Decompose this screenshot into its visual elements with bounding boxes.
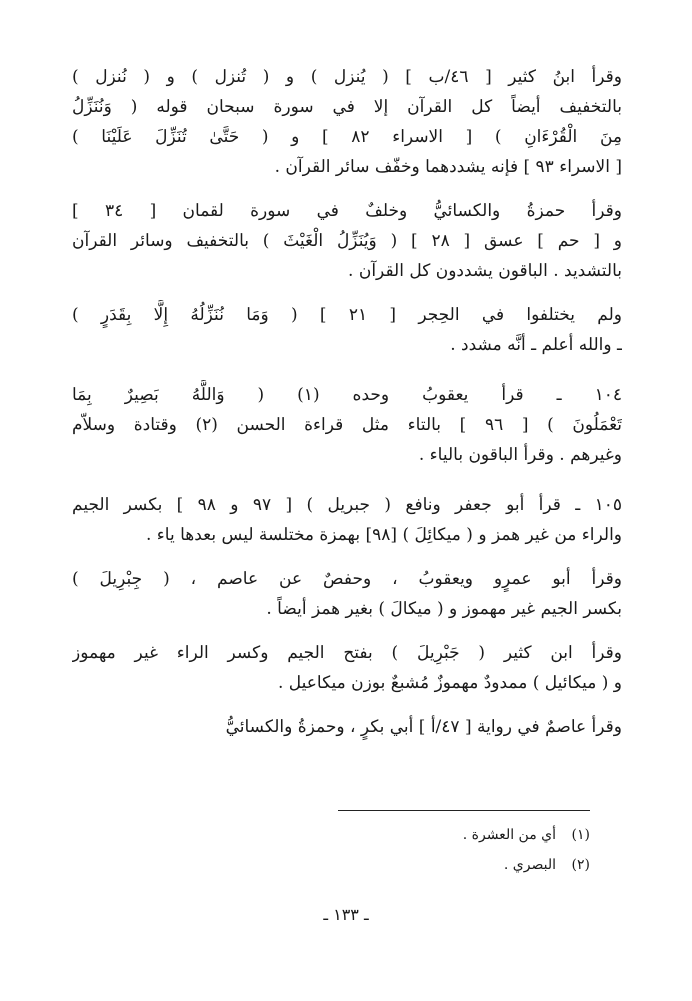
text-line: وقرأ حمزةُ والكسائيُّ وخلفٌ في سورة لقمان [ ٣٤ ] bbox=[72, 201, 622, 221]
text-line: ١٠٤ ـ قرأ يعقوبُ وحده (١) ( وَاللَّهُ بَصِيرٌ بِمَا bbox=[72, 385, 622, 405]
text-line: والراء من غير همز و ( ميكائِلَ ) [٩٨] بهمزة مختلسة ليس بعدها ياء . bbox=[146, 525, 622, 545]
text-line: و ( ميكائيل ) ممدودٌ مهموزٌ مُشبعٌ بوزن ميكاعيل . bbox=[277, 673, 622, 693]
paragraph bbox=[72, 638, 622, 698]
paragraph bbox=[72, 712, 622, 742]
footnote-text: البصري . bbox=[503, 857, 556, 873]
text-line: ١٠٥ ـ قرأ أبو جعفر ونافع ( جبريل ) [ ٩٧ و ٩٨ ] بكسر الجيم bbox=[72, 495, 622, 515]
paragraph bbox=[72, 300, 622, 360]
footnote bbox=[300, 820, 590, 850]
page-number: ـ ١٣٣ ـ bbox=[323, 905, 369, 924]
footnote-text: أي من العشرة . bbox=[462, 827, 556, 843]
text-line: تَعْمَلُونَ ) [ ٩٦ ] بالتاء مثل قراءة الحسن (٢) وقتادة وسلاّم bbox=[72, 415, 622, 435]
text-line: [ الاسراء ٩٣ ] فإنه يشددهما وخفّف سائر القرآن . bbox=[274, 157, 622, 177]
text-line: بكسر الجيم غير مهموز و ( ميكالَ ) بغير همز أيضاً . bbox=[266, 599, 622, 619]
text-line: ـ والله أعلم ـ أنَّه مشدد . bbox=[450, 335, 622, 355]
text-line: بالتخفيف أيضاً كل القرآن إلا في سورة سبحان قوله ( وَنُنَزِّلُ bbox=[72, 97, 622, 117]
text-line: وغيرهم . وقرأ الباقون بالياء . bbox=[418, 445, 622, 465]
footnote-number: (٢) bbox=[571, 857, 590, 873]
footnote-number: (١) bbox=[571, 827, 590, 843]
text-line: وقرأ ابنُ كثير [ ٤٦/ب ] ( يُنزل ) و ( تُنزل ) و ( نُنزل ) bbox=[72, 67, 622, 87]
main-text bbox=[72, 62, 622, 756]
text-line: وقرأ عاصمٌ في رواية [ ٤٧/أ ] أبي بكرٍ ، وحمزةُ والكسائيُّ bbox=[225, 717, 622, 737]
paragraph bbox=[72, 564, 622, 624]
text-line: بالتشديد . الباقون يشددون كل القرآن . bbox=[348, 261, 622, 281]
footnote-separator bbox=[338, 810, 590, 811]
paragraph bbox=[72, 380, 622, 470]
paragraph bbox=[72, 490, 622, 550]
text-line: و [ حم ] عسق [ ٢٨ ] ( وَيُنَزِّلُ الْغَيْثَ ) بالتخفيف وسائر القرآن bbox=[72, 231, 622, 251]
paragraph bbox=[72, 62, 622, 182]
paragraph bbox=[72, 196, 622, 286]
text-line: مِنَ الْقُرْءَانِ ) [ الاسراء ٨٢ ] و ( حَتَّىٰ تُنَزِّلَ عَلَيْنَا ) bbox=[72, 127, 622, 147]
footnote bbox=[300, 850, 590, 880]
text-line: ولم يختلفوا في الحِجر [ ٢١ ] ( وَمَا نُنَزِّلُهُ إِلَّا بِقَدَرٍ ) bbox=[72, 305, 622, 325]
footnotes bbox=[300, 820, 590, 880]
text-line: وقرأ ابن كثير ( جَبْرِيلَ ) بفتح الجيم وكسر الراء غير مهموز bbox=[72, 643, 622, 663]
text-line: وقرأ أبو عمرٍو ويعقوبُ ، وحفصٌ عن عاصم ، ( جِبْرِيلَ ) bbox=[72, 569, 622, 589]
